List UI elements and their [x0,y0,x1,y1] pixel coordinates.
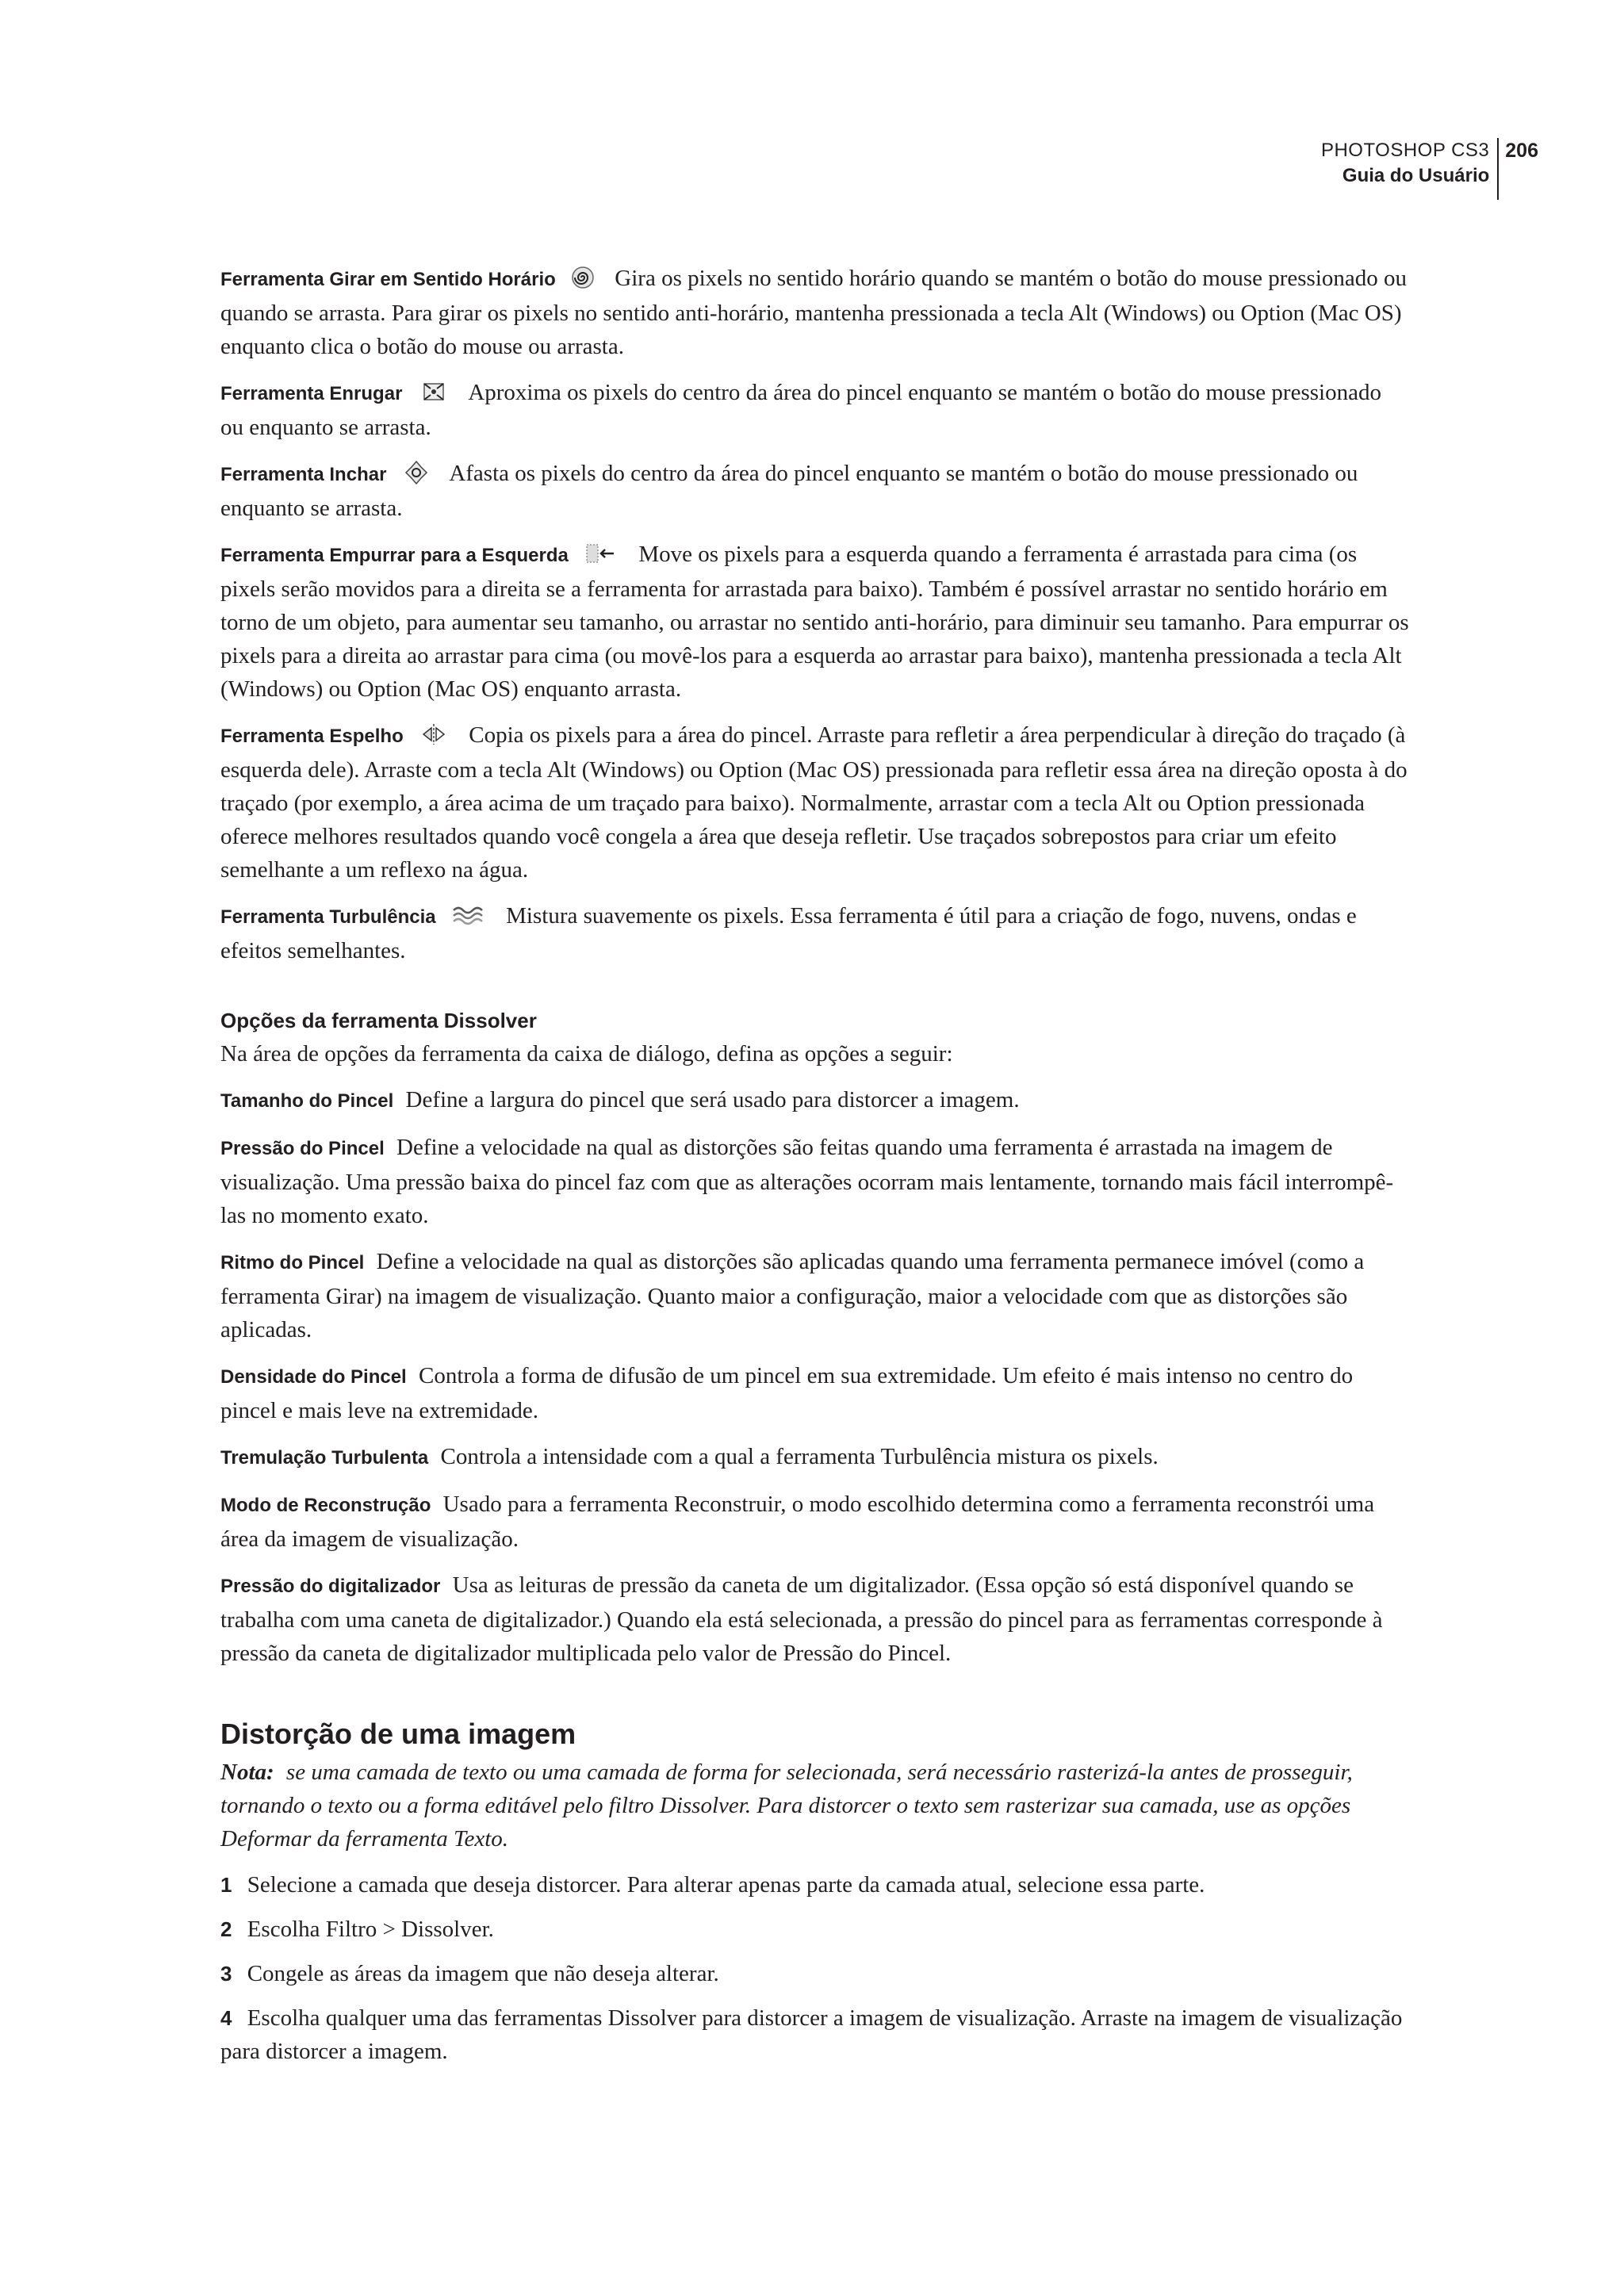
page-number: 206 [1505,140,1538,162]
option-description: Define a velocidade na qual as distorções são aplicadas quando uma ferramenta permanece imóvel (como a ferramenta Girar) na imagem de visualização. Quanto maior a configuração, maior a velocidade com que as distorções são aplicadas. [220,1249,1365,1342]
pucker-icon [418,379,450,404]
page-header [1321,138,1538,200]
options-heading: Opções da ferramenta Dissolver [220,1009,537,1032]
step-number: 2 [220,1917,232,1941]
tool-entry [220,376,1410,444]
option-description: Usado para a ferramenta Reconstruir, o modo escolhido determina como a ferramenta reconstrói uma área da imagem de visualização. [220,1492,1375,1552]
option-entry [220,1440,1410,1475]
header-text [1321,138,1499,200]
tool-description: Aproxima os pixels do centro da área do pincel enquanto se mantém o botão do mouse pressionado ou enquanto se arrasta. [220,380,1381,440]
tool-entry [220,538,1410,706]
option-entry [220,1131,1410,1232]
step-item [220,1957,1410,1990]
option-term: Densidade do Pincel [220,1366,407,1388]
note [220,1756,1410,1855]
turbulence-icon [451,903,486,927]
tool-description: Move os pixels para a esquerda quando a ferramenta é arrastada para cima (os pixels serão movidos para a direita se a ferramenta for arrastada para baixo). Também é possível arrastar no sentido horário em torno de um objeto, para aumentar seu tamanho, ou arrastar no sentido anti-horário, para diminuir seu tamanho. Para empurrar os pixels para a direita ao arrastar para cima (ou movê-los para a esquerda ao arrastar para baixo), mantenha pressionada a tecla Alt (Windows) ou Option (Mac OS) enquanto arrasta. [220,542,1409,702]
step-number: 3 [220,1962,232,1986]
step-item [220,2001,1410,2068]
option-term: Tremulação Turbulenta [220,1447,429,1469]
tool-term: Ferramenta Espelho [220,726,404,747]
tool-term: Ferramenta Girar em Sentido Horário [220,269,556,290]
header-guide: Guia do Usuário [1342,165,1490,186]
option-entry [220,1083,1410,1118]
tool-description: Copia os pixels para a área do pincel. Arraste para refletir a área perpendicular à direção do traçado (à esquerda dele). Arraste com a tecla Alt (Windows) ou Option (Mac OS) pressionada para refletir essa área na direção oposta à do traçado (por exemplo, a área acima de um traçado para baixo). Normalmente, arrastar com a tecla Alt ou Option pressionada oferece melhores resultados quando você congela a área que deseja refletir. Use traçados sobrepostos para criar um efeito semelhante a um reflexo na água. [220,722,1408,883]
option-entry [220,1359,1410,1427]
step-text: Escolha Filtro > Dissolver. [247,1917,494,1942]
tool-term: Ferramenta Empurrar para a Esquerda [220,545,569,566]
bloat-icon [402,459,431,486]
push-left-icon [584,541,619,566]
option-term: Tamanho do Pincel [220,1090,394,1112]
option-term: Pressão do digitalizador [220,1576,441,1597]
tool-entry [220,457,1410,525]
option-description: Define a largura do pincel que será usado para distorcer a imagem. [405,1087,1020,1113]
option-entry [220,1245,1410,1346]
mirror-icon [419,722,449,747]
note-text: se uma camada de texto ou uma camada de forma for selecionada, será necessário rasterizá-la antes de prosseguir, tornando o texto ou a forma editável pelo filtro Dissolver. Para distorcer o texto sem rasterizar sua camada, use as opções Deformar da ferramenta Texto. [220,1760,1353,1852]
step-number: 1 [220,1873,232,1897]
option-term: Pressão do Pincel [220,1138,385,1159]
step-item [220,1868,1410,1901]
option-description: Controla a forma de difusão de um pincel em sua extremidade. Um efeito é mais intenso no centro do pincel e mais leve na extremidade. [220,1363,1354,1423]
step-number: 4 [220,2006,232,2030]
tool-description: Gira os pixels no sentido horário quando se mantém o botão do mouse pressionado ou quando se arrasta. Para girar os pixels no sentido anti-horário, mantenha pressionada a tecla Alt (Windows) ou Option (Mac OS) enquanto clica o botão do mouse ou arrasta. [220,266,1408,359]
option-term: Modo de Reconstrução [220,1495,431,1516]
note-label: Nota: [220,1760,274,1785]
section-title: Distorção de uma imagem [220,1718,576,1750]
tool-entry [220,718,1410,887]
option-entry [220,1488,1410,1556]
option-description: Usa as leituras de pressão da caneta de um digitalizador. (Essa opção só está disponível quando se trabalha com uma caneta de digitalizador.) Quando ela está selecionada, a pressão do pincel para as ferramentas corresponde à pressão da caneta de digitalizador multiplicada pelo valor de Pressão do Pincel. [220,1572,1383,1666]
tool-entry [220,899,1410,967]
tool-entry [220,262,1410,363]
step-text: Selecione a camada que deseja distorcer. Para alterar apenas parte da camada atual, selecione essa parte. [247,1872,1205,1898]
option-entry [220,1568,1410,1670]
step-text: Escolha qualquer uma das ferramentas Dissolver para distorcer a imagem de visualização. Arraste na imagem de visualização para distorcer a imagem. [220,2005,1403,2064]
page-content [220,262,1410,2079]
option-description: Controla a intensidade com a qual a ferramenta Turbulência mistura os pixels. [440,1444,1159,1469]
step-text: Congele as áreas da imagem que não deseja alterar. [247,1961,719,1986]
tool-term: Ferramenta Inchar [220,464,387,485]
tool-description: Mistura suavemente os pixels. Essa ferramenta é útil para a criação de fogo, nuvens, ondas e efeitos semelhantes. [220,903,1357,963]
options-intro: Na área de opções da ferramenta da caixa de diálogo, defina as opções a seguir: [220,1041,953,1067]
tool-term: Ferramenta Enrugar [220,383,403,404]
twirl-clockwise-icon [571,266,595,289]
header-product: PHOTOSHOP CS3 [1320,140,1490,161]
tool-term: Ferramenta Turbulência [220,906,436,928]
step-item [220,1913,1410,1946]
option-term: Ritmo do Pincel [220,1252,365,1273]
option-description: Define a velocidade na qual as distorções são feitas quando uma ferramenta é arrastada na imagem de visualização. Uma pressão baixa do pincel faz com que as alterações ocorram mais lentamente, tornando mais fácil interrompê-las no momento exato. [220,1135,1394,1228]
tool-description: Afasta os pixels do centro da área do pincel enquanto se mantém o botão do mouse pressionado ou enquanto se arrasta. [220,461,1358,521]
